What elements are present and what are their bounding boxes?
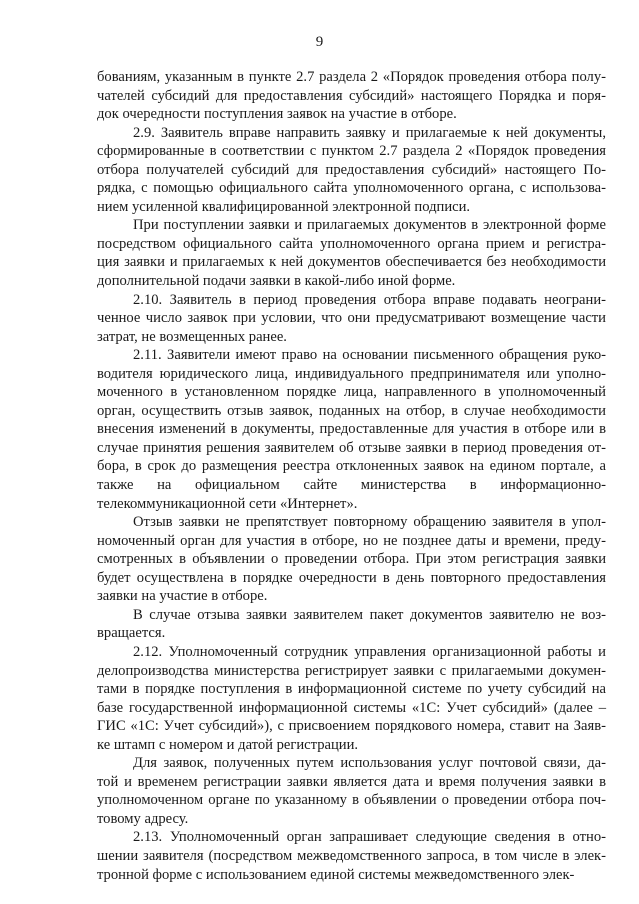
text-line: базе государственной информационной системы «1С: Учет субсидий» (далее – (97, 699, 606, 716)
text-line: док очередности поступления заявок на участие в отборе. (97, 106, 457, 123)
text-line: В случае отзыва заявки заявителем пакет документов заявителю не воз- (133, 606, 606, 623)
text-line: той и временем регистрации заявки является дата и время получения заявки в (97, 773, 606, 790)
text-line: 2.12. Уполномоченный сотрудник управления организационной работы и (133, 643, 606, 660)
text-line: 2.11. Заявители имеют право на основании письменного обращения руко- (133, 347, 606, 364)
text-line: чателей субсидий для предоставления субсидий» настоящего Порядка и поря- (97, 87, 606, 104)
text-line: номоченный орган для участия в отборе, но не позднее даты и времени, преду- (97, 532, 606, 549)
text-line: орган, осуществить отзыв заявок, поданных на отбор, в случае необходимости (97, 402, 606, 419)
text-line: дополнительной подачи заявки в какой-либо иной форме. (97, 273, 456, 290)
text-line: рядка, с помощью официального сайта уполномоченного органа, с использова- (97, 180, 606, 197)
text-line: ченное число заявок при условии, что они предусматривают возмещение части (97, 310, 606, 327)
text-line: вращается. (97, 625, 166, 642)
text-line: делопроизводства министерства регистрирует заявки с прилагаемыми докумен- (97, 662, 606, 679)
text-line: заявки на участие в отборе. (97, 588, 268, 605)
text-line: водителя юридического лица, индивидуального предпринимателя или уполно- (97, 365, 606, 382)
text-line: 2.9. Заявитель вправе направить заявку и прилагаемые к ней документы, (133, 124, 606, 141)
text-line: 2.13. Уполномоченный орган запрашивает следующие сведения в отно- (133, 829, 606, 846)
text-line: тронной форме с использованием единой системы межведомственного элек- (97, 866, 575, 883)
paragraph (97, 513, 606, 606)
paragraph (97, 643, 606, 754)
text-line: уполномоченном органе по указанному в объявлении о проведении отбора поч- (97, 792, 606, 809)
paragraph (97, 216, 606, 290)
paragraph (97, 68, 606, 124)
paragraph (97, 346, 606, 513)
text-line: При поступлении заявки и прилагаемых документов в электронной форме (133, 217, 606, 234)
text-line: посредством официального сайта уполномоченного органа прием и регистра- (97, 235, 606, 252)
text-line: случае принятия решения заявителем об отзыве заявки в период проведения от- (97, 439, 606, 456)
text-line: тами в порядке поступления в информационной системе по учету субсидий на (97, 681, 606, 698)
text-line: смотренных в объявлении о проведении отбора. При этом регистрация заявки (97, 551, 606, 568)
text-line: отбора получателей субсидий для предоставления субсидий» настоящего По- (97, 161, 606, 178)
text-line: моченного в установленном порядке лица, направленного в уполномоченный (97, 384, 606, 401)
text-line: телекоммуникационной сети «Интернет». (97, 495, 358, 512)
text-line: нием усиленной квалифицированной электронной подписи. (97, 198, 471, 215)
text-line: сформированные в соответствии с пунктом 2.7 раздела 2 «Порядок проведения (97, 143, 606, 160)
paragraph (97, 124, 606, 217)
paragraph (97, 606, 606, 643)
text-line: также на официальном сайте министерства в информационно- (97, 477, 606, 494)
text-line: бованиям, указанным в пункте 2.7 раздела 2 «Порядок проведения отбора полу- (97, 69, 606, 85)
page-number: 9 (315, 34, 324, 50)
text-line: затрат, не возмещенных ранее. (97, 328, 287, 345)
text-line: ция заявки и прилагаемых к ней документов обеспечивается без необходимости (97, 254, 606, 271)
paragraph (97, 754, 606, 828)
paragraph (97, 291, 606, 347)
document-body (97, 68, 606, 884)
paragraph (97, 828, 606, 884)
text-line: бора, в срок до размещения реестра отклоненных заявок на едином портале, а (97, 458, 606, 475)
text-line: 2.10. Заявитель в период проведения отбора вправе подавать неограни- (133, 291, 606, 308)
text-line: Отзыв заявки не препятствует повторному обращению заявителя в упол- (133, 514, 606, 531)
text-line: шении заявителя (посредством межведомственного запроса, в том числе в элек- (97, 847, 606, 864)
text-line: ке штамп с номером и датой регистрации. (97, 736, 359, 753)
text-line: ГИС «1С: Учет субсидий»), с присвоением порядкового номера, ставит на Заяв- (97, 718, 606, 735)
text-line: Для заявок, полученных путем использования услуг почтовой связи, да- (133, 755, 606, 772)
text-line: будет осуществлена в порядке очередности в день повторного предоставления (97, 569, 606, 586)
text-line: внесения изменений в документы, предоставленные для участия в отборе или в (97, 421, 606, 438)
text-line: товому адресу. (97, 810, 189, 827)
